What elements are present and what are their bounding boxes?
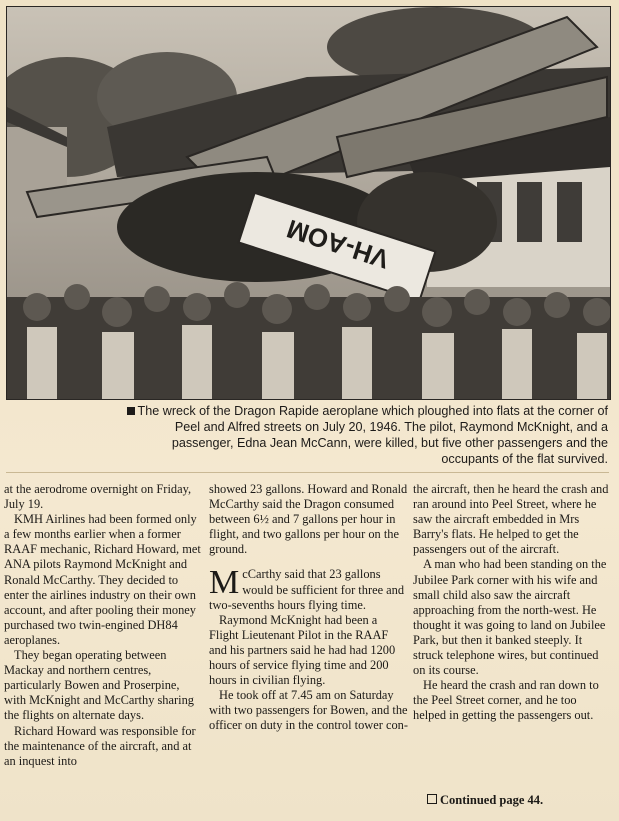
col1-para-1: at the aerodrome overnight on Friday, July 19. xyxy=(4,482,192,512)
caption-text: The wreck of the Dragon Rapide aeroplane which ploughed into flats at the corner of Peel and Alfred streets on July 20, 1946. The pilot, Raymond McKnight, and a passenger, Edna Jean McCann, were killed, but five other passengers and the occupants of the flat survived. xyxy=(137,404,608,466)
drop-cap: M xyxy=(209,564,240,602)
crash-photo-illustration xyxy=(7,7,610,399)
article-column-2 xyxy=(209,482,409,734)
col2-para-4: He took off at 7.45 am on Saturday with two passengers for Bowen, and the officer on duty in the control tower con- xyxy=(209,688,408,733)
registration-marking: VH-AOM xyxy=(283,213,393,275)
continued-box-icon xyxy=(427,794,437,804)
caption-bullet xyxy=(127,407,135,415)
col1-para-4: Richard Howard was responsible for the maintenance of the aircraft, and at an inquest into xyxy=(4,723,196,768)
col2-para-3: Raymond McKnight had been a Flight Lieutenant Pilot in the RAAF and his partners said he had had 1200 hours of service flying time and 200 hours in civilian flying. xyxy=(209,612,396,688)
continued-text: Continued page 44. xyxy=(440,793,544,807)
col3-para-1: the aircraft, then he heard the crash and ran around into Peel Street, where he saw the aircraft embedded in Mrs Barry's flats. He helped to get the passengers out of the aircraft. xyxy=(413,482,609,557)
col3-para-3: He heard the crash and ran down to the Peel Street corner, and he too helped in getting the passengers out. xyxy=(413,678,599,723)
crash-photograph xyxy=(6,6,611,400)
continued-link[interactable] xyxy=(427,793,543,808)
caption-divider xyxy=(6,472,609,473)
article-column-1 xyxy=(4,482,204,769)
article-column-3 xyxy=(413,482,609,724)
col3-para-2: A man who had been standing on the Jubilee Park corner with his wife and small child also saw the aircraft approaching from the north-west. He thought it was going to land on Jubilee Park, but then it banked steeply. It struck telephone wires, but continued on its course. xyxy=(413,557,607,678)
col1-para-3: They began operating between Mackay and northern centres, particularly Bowen and Proserpine, with McKnight and McCarthy sharing the flights on alternate days. xyxy=(4,648,194,723)
col2-para-1: showed 23 gallons. Howard and Ronald McCarthy said the Dragon consumed between 6½ and 7 gallons per hour in flight, and two gallons per hour on the ground. xyxy=(209,482,408,557)
col1-para-2: KMH Airlines had been formed only a few months earlier when a former RAAF mechanic, Richard Howard, met ANA pilots Raymond McKnight and Ronald McCarthy. They decided to enter the airlines industry on their own account, and after pooling their money purchased two twin-engined DH84 aeroplanes. xyxy=(4,512,201,647)
col2-para-2 xyxy=(209,564,409,612)
col2-para-2-text: cCarthy said that 23 gallons would be sufficient for three and two-sevenths hours flying time. xyxy=(209,567,405,612)
photo-caption xyxy=(120,403,608,467)
